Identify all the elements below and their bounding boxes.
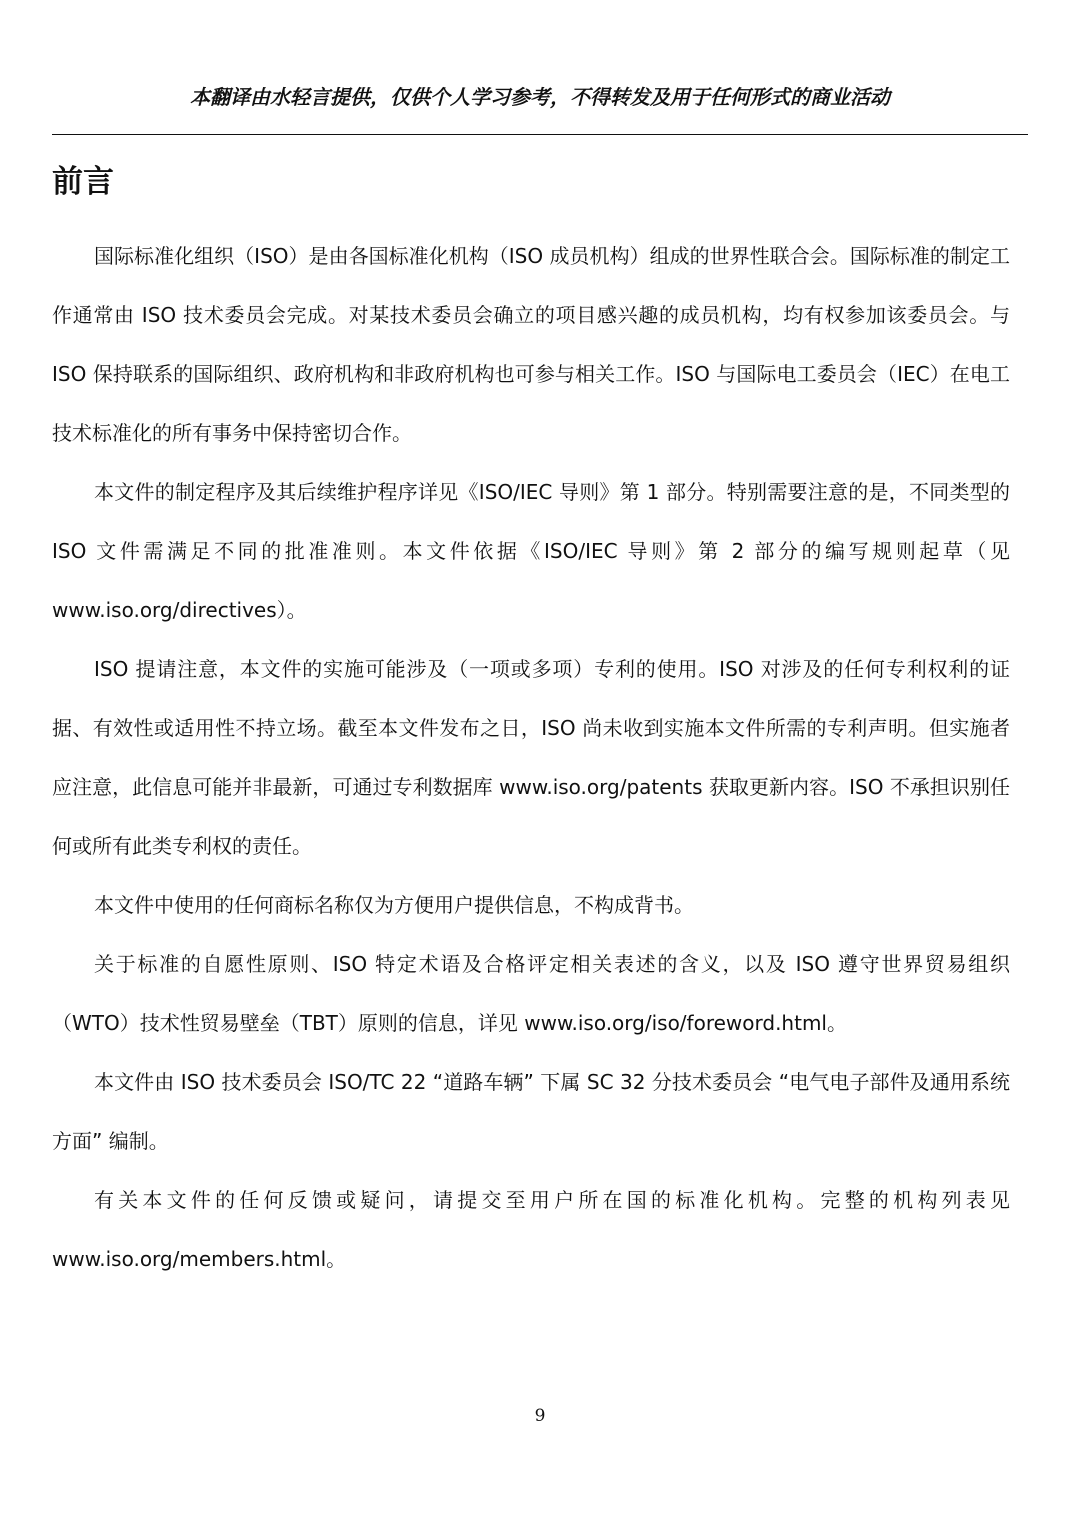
paragraph-committee: 本文件由 ISO 技术委员会 ISO/TC 22 “道路车辆” 下属 SC 32 分技术委员会 “电气电子部件及通用系统方面” 编制。 [52, 1070, 1010, 1153]
translation-disclaimer: 本翻译由水轻言提供，仅供个人学习参考，不得转发及用于任何形式的商业活动 [190, 85, 890, 109]
page-title: 前言 [52, 164, 114, 200]
paragraph-iso-intro: 国际标准化组织（ISO）是由各国标准化机构（ISO 成员机构）组成的世界性联合会。国际标准的制定工作通常由 ISO 技术委员会完成。对某技术委员会确立的项目感兴趣的成员机构，均有权参加该委员会。与 ISO 保持联系的国际组织、政府机构和非政府机构也可参与相关工作。ISO 与国际电工委员会（IEC）在电工技术标准化的所有事务中保持密切合作。 [52, 244, 1010, 445]
foreword-body [52, 227, 1010, 1289]
page-number: 9 [534, 1406, 546, 1426]
paragraph-trademarks: 本文件中使用的任何商标名称仅为方便用户提供信息，不构成背书。 [94, 893, 694, 917]
header-divider [52, 134, 1028, 135]
paragraph-patents: ISO 提请注意，本文件的实施可能涉及（一项或多项）专利的使用。ISO 对涉及的任何专利权利的证据、有效性或适用性不持立场。截至本文件发布之日，ISO 尚未收到实施本文件所需的专利声明。但实施者应注意，此信息可能并非最新，可通过专利数据库 www.iso.org/patents 获取更新内容。ISO 不承担识别任何或所有此类专利权的责任。 [52, 657, 1010, 858]
paragraph-voluntary-nature: 关于标准的自愿性原则、ISO 特定术语及合格评定相关表述的含义，以及 ISO 遵守世界贸易组织（WTO）技术性贸易壁垒（TBT）原则的信息，详见 www.iso.org/iso/foreword.html。 [52, 952, 1010, 1035]
paragraph-feedback: 有关本文件的任何反馈或疑问，请提交至用户所在国的标准化机构。完整的机构列表见 www.iso.org/members.html。 [52, 1188, 1010, 1271]
paragraph-procedures: 本文件的制定程序及其后续维护程序详见《ISO/IEC 导则》第 1 部分。特别需要注意的是，不同类型的 ISO 文件需满足不同的批准准则。本文件依据《ISO/IEC 导则》第 2 部分的编写规则起草（见 www.iso.org/directives）。 [52, 480, 1010, 622]
